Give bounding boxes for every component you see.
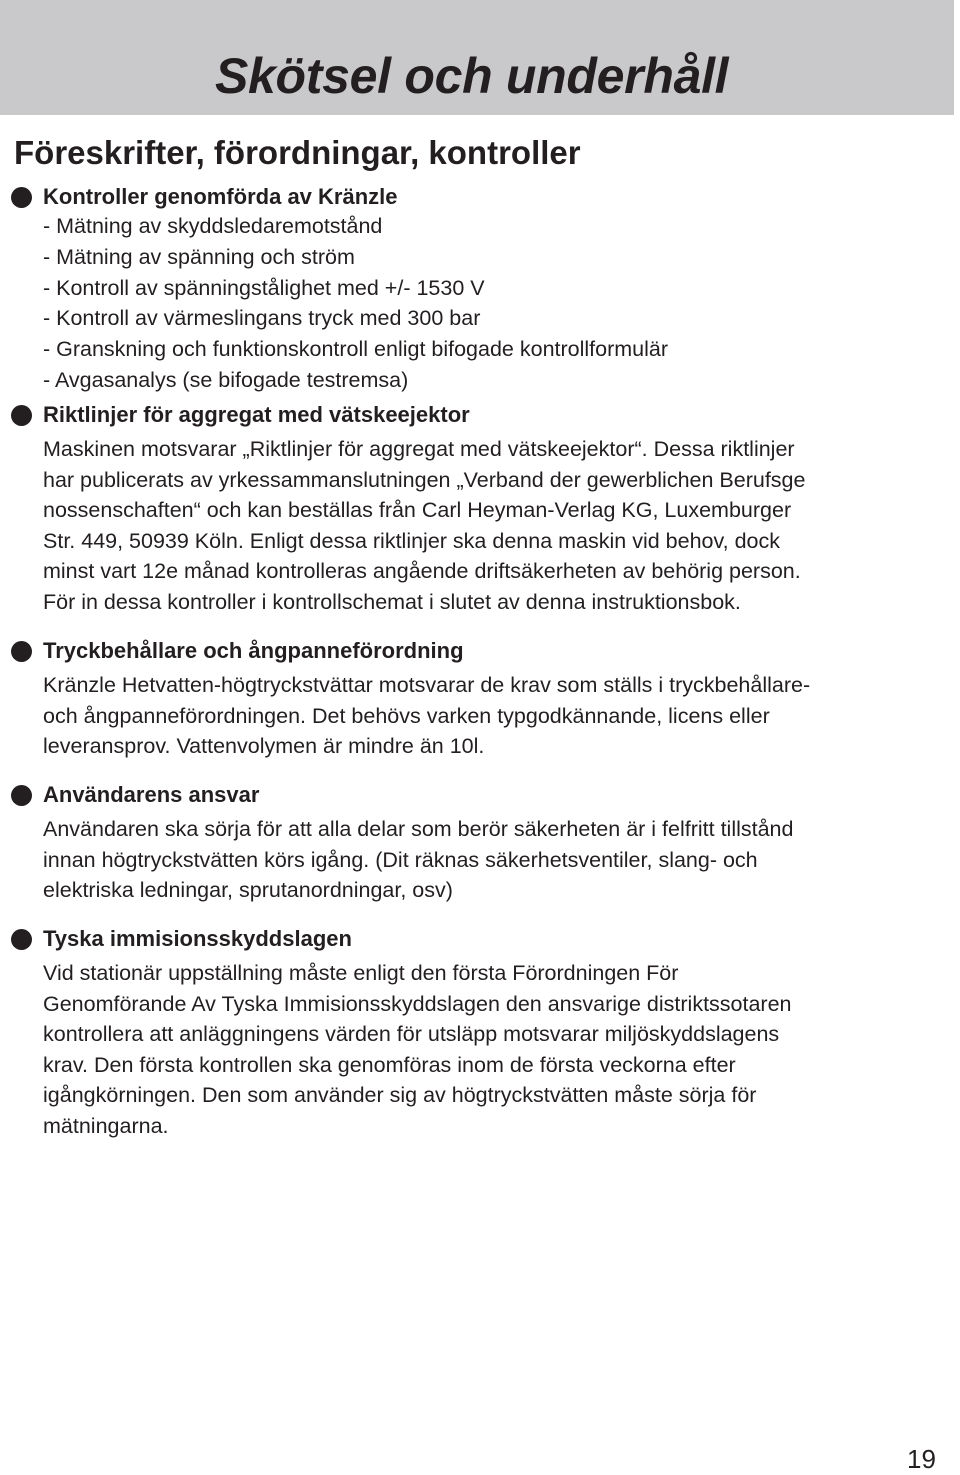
paragraph-line: igångkörningen. Den som använder sig av högtryckstvätten måste sörja för: [43, 1083, 757, 1108]
item-title: Kontroller genomförda av Kränzle: [43, 184, 398, 209]
bullet-icon: [11, 929, 32, 950]
sub-list-item: - Mätning av spänning och ström: [43, 244, 355, 269]
paragraph: [43, 814, 933, 906]
page-title: Skötsel och underhåll: [215, 48, 729, 104]
item-title: Användarens ansvar: [43, 782, 260, 807]
bullet-icon: [11, 641, 32, 662]
item-title: Tyska immisionsskyddslagen: [43, 926, 352, 951]
paragraph-line: innan högtryckstvätten körs igång. (Dit räknas säkerhetsventiler, slang- och: [43, 847, 758, 872]
bullet-icon: [11, 785, 32, 806]
list-item-tyska-immisionsskyddslagen: [0, 922, 960, 1142]
page-number: 19: [907, 1444, 936, 1474]
paragraph: [43, 670, 933, 762]
paragraph-line: leveransprov. Vattenvolymen är mindre än 10l.: [43, 734, 485, 759]
paragraph: [43, 434, 933, 618]
paragraph-line: nossenschaften“ och kan beställas från Carl Heyman-Verlag KG, Luxemburger: [43, 498, 792, 523]
paragraph-line: krav. Den första kontrollen ska genomföras inom de första veckorna efter: [43, 1052, 736, 1077]
paragraph-line: Vid stationär uppställning måste enligt den första Förordningen För: [43, 961, 679, 985]
bullet-icon: [11, 187, 32, 208]
list-item-anvandarens-ansvar: [0, 778, 960, 922]
sub-list-item: - Kontroll av värmeslingans tryck med 300 bar: [43, 306, 481, 331]
sub-list-item: - Avgasanalys (se bifogade testremsa): [43, 367, 409, 392]
paragraph-line: och ångpanneförordningen. Det behövs varken typgodkännande, licens eller: [43, 703, 770, 728]
bullet-icon: [11, 405, 32, 426]
sub-list-item: - Kontroll av spänningstålighet med +/- 1530 V: [43, 275, 485, 300]
list-item-tryckbehallare: [0, 634, 960, 778]
paragraph: [43, 958, 933, 1142]
paragraph-line: Användaren ska sörja för att alla delar som berör säkerheten är i felfritt tillstånd: [43, 817, 794, 841]
paragraph-line: Str. 449, 50939 Köln. Enligt dessa riktlinjer ska denna maskin vid behov, dock: [43, 528, 780, 553]
paragraph-line: kontrollera att anläggningens värden för utsläpp motsvarar miljöskyddslagens: [43, 1022, 780, 1047]
section-heading: Föreskrifter, förordningar, kontroller: [14, 134, 581, 171]
item-title: Riktlinjer för aggregat med vätskeejektor: [43, 402, 470, 427]
item-title: Tryckbehållare och ångpanneförordning: [43, 638, 464, 663]
sub-list-item: - Mätning av skyddsledaremotstånd: [43, 214, 383, 238]
sub-list: [0, 211, 960, 396]
list-item-riktlinjer: [0, 398, 960, 634]
sub-list-item: - Granskning och funktionskontroll enligt bifogade kontrollformulär: [43, 337, 669, 362]
paragraph-line: För in dessa kontroller i kontrollschemat i slutet av denna instruktionsbok.: [43, 589, 741, 614]
paragraph-line: Maskinen motsvarar „Riktlinjer för aggregat med vätskeejektor“. Dessa riktlinjer: [43, 437, 795, 461]
paragraph-line: minst vart 12e månad kontrolleras angående driftsäkerheten av behörig person.: [43, 559, 801, 584]
paragraph-line: har publicerats av yrkessammanslutningen „Verband der gewerblichen Berufsge: [43, 467, 806, 492]
content-area: [0, 180, 960, 1142]
paragraph-line: mätningarna.: [43, 1113, 169, 1138]
paragraph-line: elektriska ledningar, sprutanordningar, osv): [43, 878, 453, 903]
paragraph-line: Genomförande Av Tyska Immisionsskyddslagen den ansvarige distriktssotaren: [43, 991, 792, 1016]
paragraph-line: Kränzle Hetvatten-högtryckstvättar motsvarar de krav som ställs i tryckbehållare-: [43, 673, 811, 697]
list-item-kontroller: [0, 180, 960, 398]
